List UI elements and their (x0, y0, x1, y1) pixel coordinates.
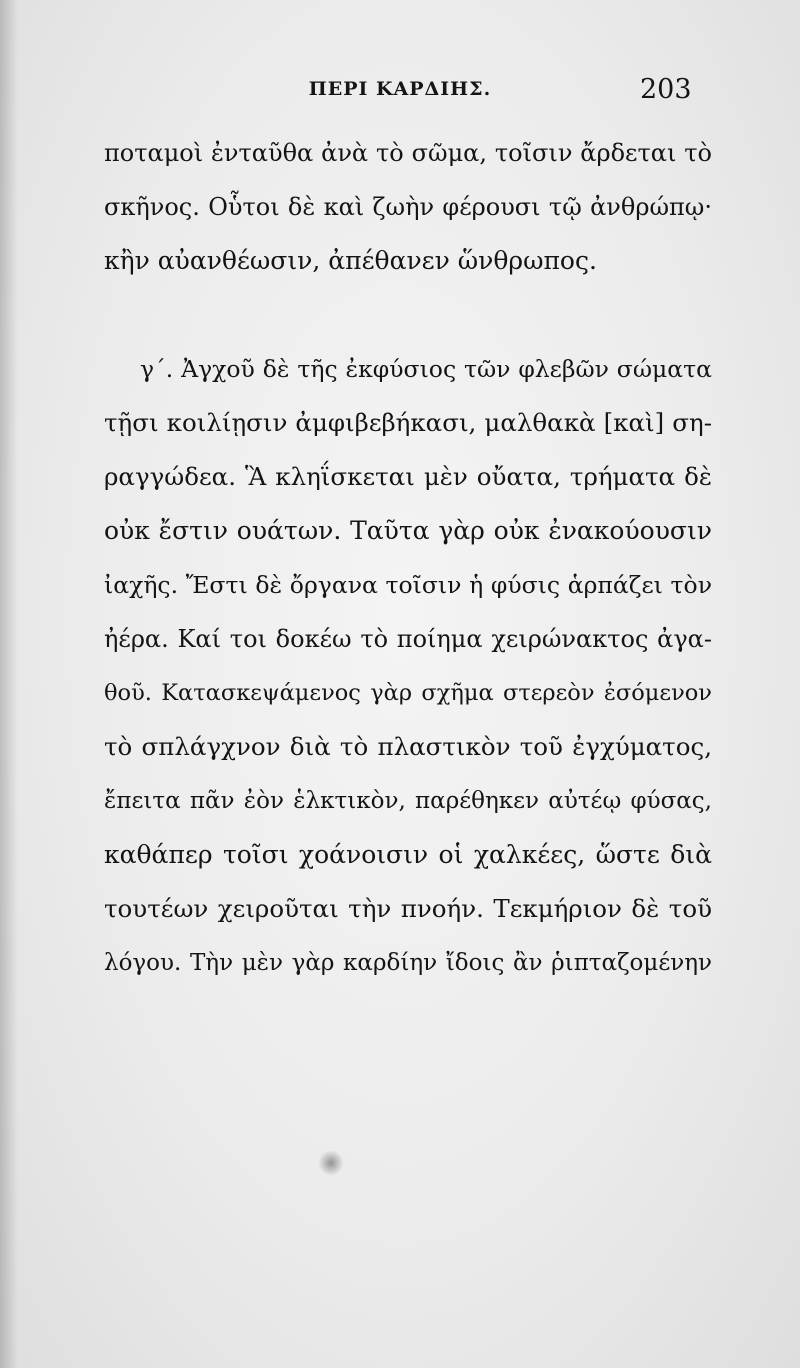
running-title: ΠΕΡΙ ΚΑΡΔΙΗΣ. (308, 78, 492, 100)
text-line: θοῦ. Κατασκεψάμενος γὰρ σχῆμα στερεὸν ἐσόμενον (104, 680, 712, 706)
text-line: οὐκ ἔστιν ουάτων. Ταῦτα γὰρ οὐκ ἐνακούουσιν (104, 516, 712, 545)
text-line: ἔπειτα πᾶν ἐὸν ἑλκτικὸν, παρέθηκεν αὐτέῳ φύσας, (104, 788, 712, 814)
paragraph-1 (104, 132, 712, 294)
text-line: καθάπερ τοῖσι χοάνοισιν οἱ χαλκέες, ὥστε διὰ (104, 840, 712, 869)
text-line: ραγγώδεα. Ἃ κληΐσκεται μὲν οὔατα, τρήματα δὲ (104, 462, 712, 491)
text-line: λόγου. Τὴν μὲν γὰρ καρδίην ἴδοις ἂν ῥιπταζομένην (104, 950, 712, 976)
page-number: 203 (640, 74, 692, 105)
page-edge-shadow (0, 0, 18, 1368)
text-line: ἠέρα. Καί τοι δοκέω τὸ ποίημα χειρώνακτος ἀγα- (104, 625, 712, 653)
ink-smudge (318, 1150, 344, 1176)
text-line: γ΄. Ἀγχοῦ δὲ τῆς ἐκφύσιος τῶν φλεβῶν σώματα (140, 355, 712, 383)
paragraph-2 (104, 348, 712, 996)
text-line: κἢν αὐανθέωσιν, ἀπέθανεν ὥνθρωπος. (104, 246, 597, 275)
text-line: τῇσι κοιλίῃσιν ἀμφιβεβήκασι, μαλθακὰ [καὶ] ση- (104, 408, 712, 437)
paragraph-gap (104, 294, 712, 348)
text-line: σκῆνος. Οὗτοι δὲ καὶ ζωὴν φέρουσι τῷ ἀνθρώπῳ· (104, 193, 712, 221)
text-line: τὸ σπλάγχνον διὰ τὸ πλαστικὸν τοῦ ἐγχύματος, (104, 732, 712, 761)
body-text (104, 132, 712, 996)
text-line: ἰαχῆς. Ἔστι δὲ ὄργανα τοῖσιν ἡ φύσις ἁρπάζει τὸν (104, 571, 712, 599)
text-line: τουτέων χειροῦται τὴν πνοήν. Τεκμήριον δὲ τοῦ (104, 894, 712, 923)
text-line: ποταμοὶ ἐνταῦθα ἀνὰ τὸ σῶμα, τοῖσιν ἄρδεται τὸ (104, 139, 712, 167)
